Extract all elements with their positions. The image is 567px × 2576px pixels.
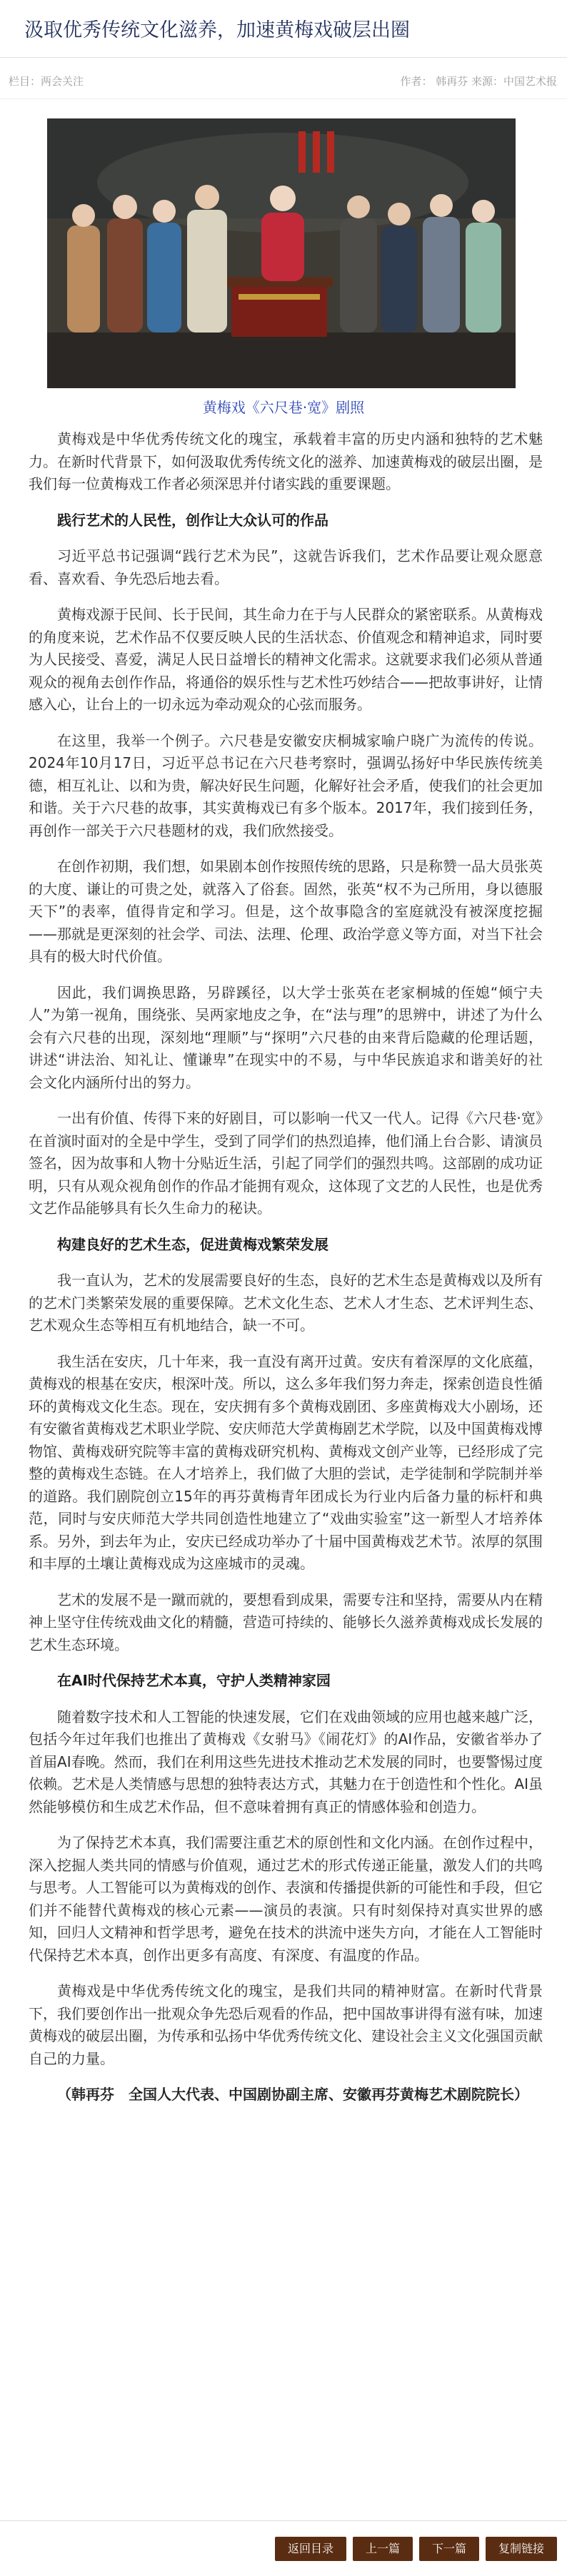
paragraph: 在创作初期，我们想，如果剧本创作按照传统的思路，只是称赞一品大员张英的大度、谦让的可贵之处，就落入了俗套。固然，张英“权不为己所用，身以德服天下”的表率，值得肯定和学习。但是，这个故事隐含的室庭就没有被深度挖掘——那就是更深刻的社会学、司法、法理、伦理、政治学意义等方面，对当下社会具有的极大时代价值。 [29, 858, 543, 965]
paragraph: 我生活在安庆，几十年来，我一直没有离开过黄。安庆有着深厚的文化底蕴，黄梅戏的根基在安庆，根深叶茂。所以，这么多年我们努力奔走，探索创造良性循环的黄梅戏文化生态。现在，安庆拥有多个黄梅戏剧团、多座黄梅戏大小剧场，还有安徽省黄梅戏艺术职业学院、安庆师范大学黄梅剧艺术学院，以及中国黄梅戏博物馆、黄梅戏研究院等丰富的黄梅戏研究机构、黄梅戏文创产业等，已经形成了完整的黄梅戏生态链。在人才培养上，我们做了大胆的尝试，走学徒制和学院制并举的道路。我们剧院创立15年的再芬黄梅青年团成长为行业内后备力量的标杆和典范，同时与安庆师范大学共同创造性地建立了“戏曲实验室”这一新型人才培养体系。另外，到去年为止，安庆已经成功举办了十届中国黄梅戏艺术节。浓厚的氛围和丰厚的土壤让黄梅戏成为这座城市的灵魂。 [29, 1352, 543, 1572]
section-heading: 在AI时代保持艺术本真，守护人类精神家园 [57, 1672, 331, 1689]
stage-photo-illustration [47, 118, 516, 388]
section-heading: 践行艺术的人民性，创作让大众认可的作品 [57, 511, 328, 529]
paragraph: 黄梅戏是中华优秀传统文化的瑰宝，承载着丰富的历史内涵和独特的艺术魅力。在新时代背景下，如何汲取优秀传统文化的滋养、加速黄梅戏的破层出圈，是我们每一位黄梅戏工作者必须深思并付诸实践的重要课题。 [29, 430, 543, 492]
paragraph: 我一直认为，艺术的发展需要良好的生态，良好的艺术生态是黄梅戏以及所有的艺术门类繁荣发展的重要保障。艺术文化生态、艺术人才生态、艺术评判生态、艺术观众生态等相互有机地结合，缺一不可。 [29, 1272, 543, 1334]
paragraph: 艺术的发展不是一蹴而就的，要想看到成果，需要专注和坚持，需要从内在精神上坚守住传统戏曲文化的精髓，营造可持续的、能够长久滋养黄梅戏成长发展的艺术生态环境。 [29, 1591, 543, 1653]
title-divider [0, 57, 567, 58]
paragraph: 习近平总书记强调“践行艺术为民”，这就告诉我们，艺术作品要让观众愿意看、喜欢看、争先恐后地去看。 [29, 547, 543, 587]
article-nav-bar [275, 2537, 557, 2561]
article-title: 汲取优秀传统文化滋养，加速黄梅戏破层出圈 [24, 19, 410, 41]
paragraph: 为了保持艺术本真，我们需要注重艺术的原创性和文化内涵。在创作过程中，深入挖掘人类共同的情感与价值观，通过艺术的形式传递正能量，激发人们的共鸣与思考。人工智能可以为黄梅戏的创作、表演和传播提供新的可能性和手段，但它们并不能替代黄梅戏的核心元素——演员的表演。只有时刻保持对真实世界的感知，回归人文精神和哲学思考，避免在技术的洪流中迷失方向，才能在人工智能时代保持艺术本真，创作出更多有高度、有深度、有温度的作品。 [29, 1834, 543, 1964]
meta-divider [0, 98, 567, 99]
byline: 作者： 韩再芬 来源：中国艺术报 [400, 75, 557, 88]
paragraph: 黄梅戏源于民间、长于民间，其生命力在于与人民群众的紧密联系。从黄梅戏的角度来说，艺术作品不仅要反映人民的生活状态、价值观念和精神追求，同时要为人民接受、喜爱，满足人民日益增长的精神文化需求。这就要求我们必须从普通观众的视角去创作作品，将通俗的娱乐性与艺术性巧妙结合——把故事讲好，让情感入心，让台上的一切永远为牵动观众的心弦而服务。 [29, 606, 543, 713]
stage-photo [47, 118, 516, 388]
back-to-index-button[interactable]: 返回目录 [275, 2537, 346, 2561]
next-article-button[interactable]: 下一篇 [419, 2537, 479, 2561]
author-note: （韩再芬 全国人大代表、中国剧协副主席、安徽再芬黄梅艺术剧院院长） [57, 2086, 528, 2103]
article-body [29, 428, 543, 2120]
paragraph: 因此，我们调换思路，另辟蹊径，以大学士张英在老家桐城的侄媳“倾宁夫人”为第一视角，围绕张、吴两家地皮之争，在“法与理”的思辨中，讲述了为什么会有六尺巷的出现，深刻地“理顺”与“探明”六尺巷的由来背后隐藏的伦理话题，讲述“讲法治、知礼让、懂谦卑”在现实中的不易，与中华民族追求和谐美好的社会文化内涵所付出的努力。 [29, 983, 543, 1091]
section-heading: 构建良好的艺术生态，促进黄梅戏繁荣发展 [57, 1235, 328, 1253]
footer-divider [0, 2520, 567, 2521]
copy-link-button[interactable]: 复制链接 [486, 2537, 557, 2561]
photo-caption: 黄梅戏《六尺巷·宽》剧照 [202, 399, 365, 416]
paragraph: 随着数字技术和人工智能的快速发展，它们在戏曲领域的应用也越来越广泛，包括今年过年我们也推出了黄梅戏《女驸马》《闹花灯》的AI作品，安徽省举办了首届AI春晚。然而，我们在利用这些先进技术推动艺术发展的同时，也要警惕过度依赖。艺术是人类情感与思想的独特表达方式，其魅力在于创造性和个性化。AI虽然能够模仿和生成艺术作品，但不意味着拥有真正的情感体验和创造力。 [29, 1708, 543, 1815]
column-label: 栏目：两会关注 [9, 75, 84, 88]
paragraph: 在这里，我举一个例子。六尺巷是安徽安庆桐城家喻户晓广为流传的传说。2024年10月17日，习近平总书记在六尺巷考察时，强调弘扬好中华民族传统美德，相互礼让、以和为贵，解决好民生问题，化解好社会矛盾，使我们的社会更加和谐。关于六尺巷的故事，其实黄梅戏已有多个版本。2017年，我们接到任务，再创作一部关于六尺巷题材的戏，我们欣然接受。 [29, 731, 543, 839]
previous-article-button[interactable]: 上一篇 [353, 2537, 413, 2561]
paragraph: 一出有价值、传得下来的好剧目，可以影响一代又一代人。记得《六尺巷·宽》在首演时面对的全是中学生，受到了同学们的热烈追捧，他们涌上台合影、请演员签名，因为故事和人物十分贴近生活，引起了同学们的强烈共鸣。这部剧的成功证明，只有从观众视角创作的作品才能拥有观众，这体现了文艺的人民性，也是优秀文艺作品能够具有长久生命力的秘诀。 [29, 1110, 543, 1217]
paragraph: 黄梅戏是中华优秀传统文化的瑰宝，是我们共同的精神财富。在新时代背景下，我们要创作出一批观众争先恐后观看的作品，把中国故事讲得有滋有味，加速黄梅戏的破层出圈，为传承和弘扬中华优秀传统文化、建设社会主义文化强国贡献自己的力量。 [29, 1982, 543, 2067]
